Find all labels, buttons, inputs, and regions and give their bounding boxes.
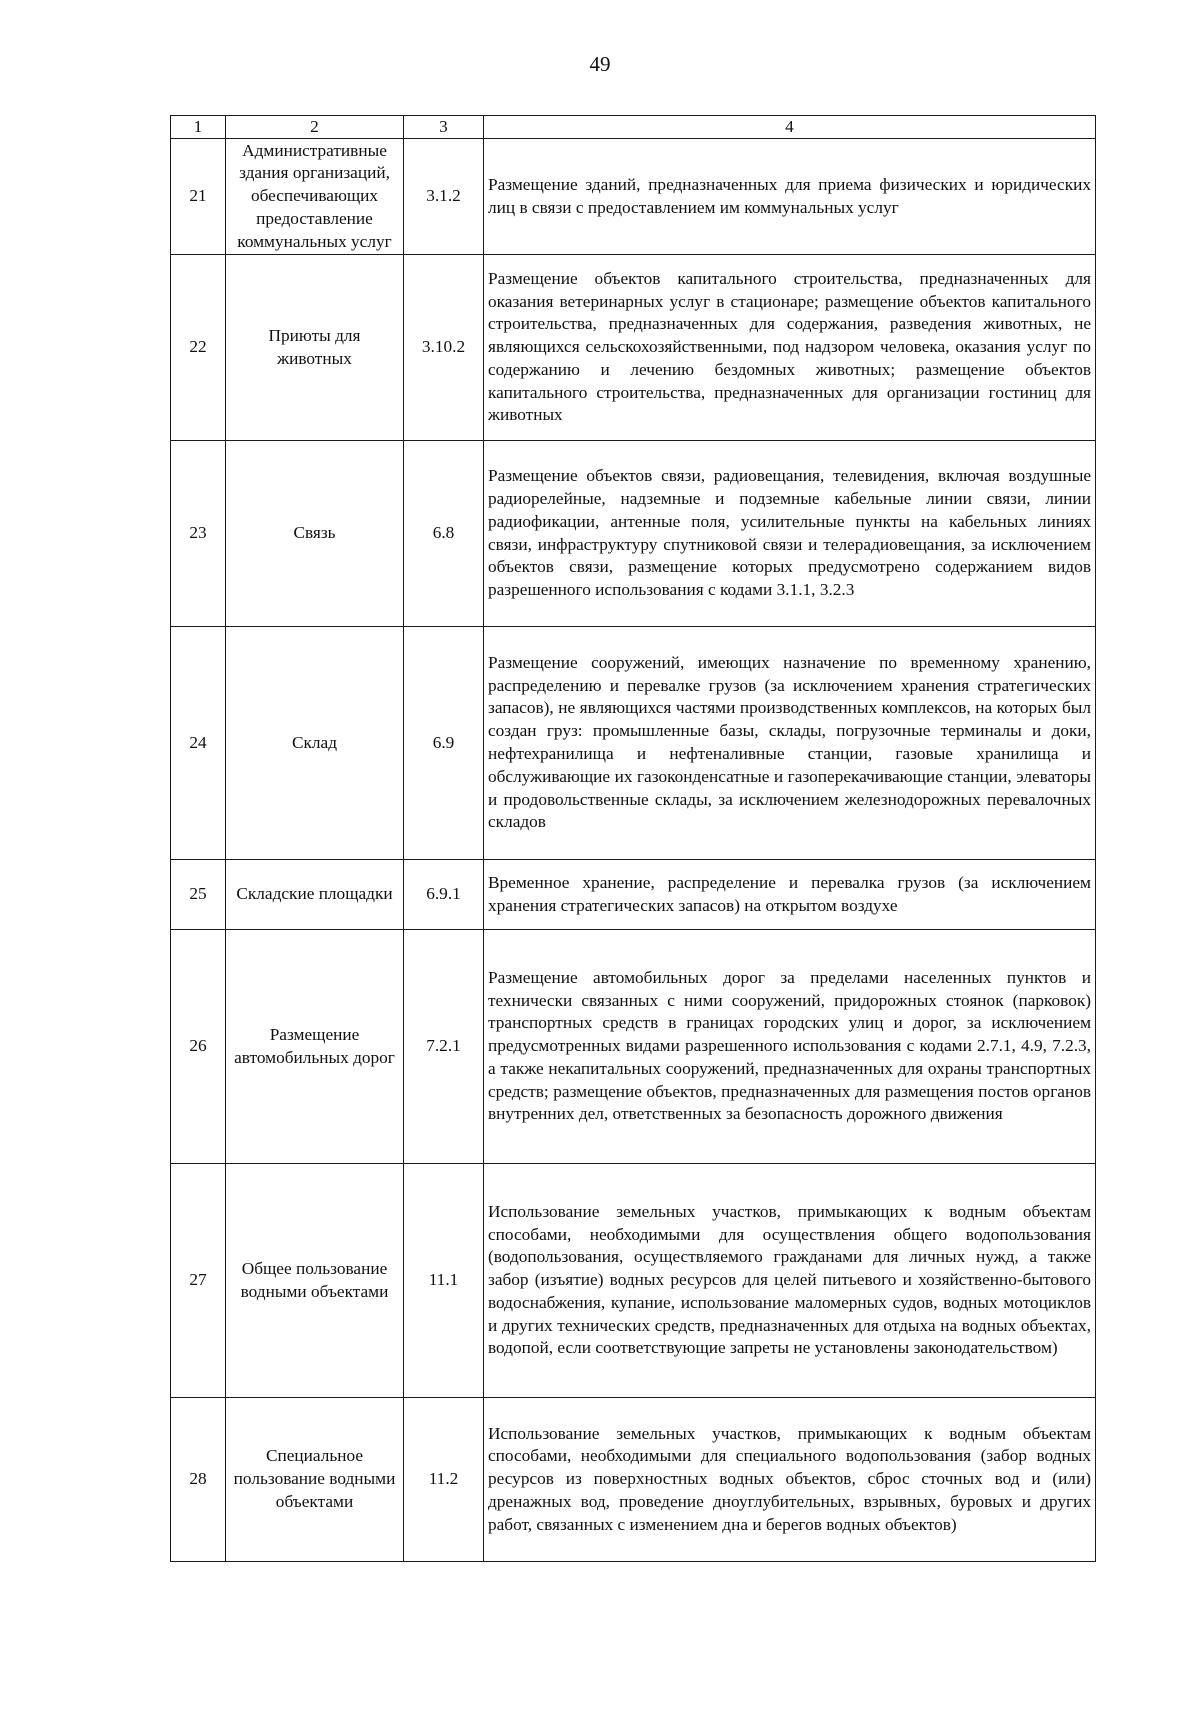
header-col-1: 1 [171,116,226,139]
row-code: 11.1 [404,1164,484,1398]
table-row [171,1398,1096,1562]
row-description: Размещение автомобильных дорог за пределами населенных пунктов и технически связанных с ними сооружений, придорожных стоянок (парковок) транспортных средств в границах городских улиц и дорог, за исключением предусмотренных видами разрешенного использования с кодами 2.7.1, 4.9, 7.2.3, а также некапитальных сооружений, предназначенных для охраны транспортных средств; размещение объектов, предназначенных для размещения постов органов внутренних дел, ответственных за безопасность дорожного движения [484,930,1096,1164]
row-name: Связь [226,441,404,627]
row-name: Общее пользование водными объектами [226,1164,404,1398]
row-description: Временное хранение, распределение и перевалка грузов (за исключением хранения стратегических запасов) на открытом воздухе [484,860,1096,930]
header-col-4: 4 [484,116,1096,139]
row-description: Размещение зданий, предназначенных для приема физических и юридических лиц в связи с предоставлением им коммунальных услуг [484,139,1096,255]
row-number: 27 [171,1164,226,1398]
row-name: Административные здания организаций, обеспечивающих предоставление коммунальных услуг [226,139,404,255]
row-name: Склад [226,627,404,860]
row-name: Складские площадки [226,860,404,930]
header-col-2: 2 [226,116,404,139]
table-row [171,441,1096,627]
row-name: Размещение автомобильных дорог [226,930,404,1164]
row-number: 25 [171,860,226,930]
row-code: 6.9.1 [404,860,484,930]
page-number: 49 [589,52,611,76]
row-number: 23 [171,441,226,627]
table-header-row [171,116,1096,139]
row-number: 22 [171,255,226,441]
row-name: Специальное пользование водными объектами [226,1398,404,1562]
row-description: Размещение объектов связи, радиовещания, телевидения, включая воздушные радиорелейные, надземные и подземные кабельные линии связи, линии радиофикации, антенные поля, усилительные пункты на кабельных линиях связи, инфраструктуру спутниковой связи и телерадиовещания, за исключением объектов связи, размещение которых предусмотрено содержанием видов разрешенного использования с кодами 3.1.1, 3.2.3 [484,441,1096,627]
table-row [171,860,1096,930]
row-code: 11.2 [404,1398,484,1562]
row-number: 26 [171,930,226,1164]
row-description: Размещение объектов капитального строительства, предназначенных для оказания ветеринарных услуг в стационаре; размещение объектов капитального строительства, предназначенных для содержания, разведения животных, не являющихся сельскохозяйственными, под надзором человека, оказания услуг по содержанию и лечению бездомных животных; размещение объектов капитального строительства, предназначенных для организации гостиниц для животных [484,255,1096,441]
row-code: 6.8 [404,441,484,627]
row-description: Использование земельных участков, примыкающих к водным объектам способами, необходимыми для осуществления общего водопользования (водопользования, осуществляемого гражданами для личных нужд, а также забор (изъятие) водных ресурсов для целей питьевого и хозяйственно-бытового водоснабжения, купание, использование маломерных судов, водных мотоциклов и других технических средств, предназначенных для отдыха на водных объектах, водопой, если соответствующие запреты не установлены законодательством) [484,1164,1096,1398]
row-code: 3.1.2 [404,139,484,255]
table-row [171,627,1096,860]
table-row [171,255,1096,441]
row-number: 24 [171,627,226,860]
land-use-table [170,115,1096,1562]
table-row [171,139,1096,255]
row-number: 28 [171,1398,226,1562]
row-description: Использование земельных участков, примыкающих к водным объектам способами, необходимыми для специального водопользования (забор водных ресурсов из поверхностных водных объектов, сброс сточных вод и (или) дренажных вод, проведение дноуглубительных, взрывных, буровых и других работ, связанных с изменением дна и берегов водных объектов) [484,1398,1096,1562]
row-code: 3.10.2 [404,255,484,441]
table-row [171,1164,1096,1398]
row-name: Приюты для животных [226,255,404,441]
row-code: 6.9 [404,627,484,860]
table-row [171,930,1096,1164]
row-description: Размещение сооружений, имеющих назначение по временному хранению, распределению и перевалке грузов (за исключением хранения стратегических запасов), не являющихся частями производственных комплексов, на которых был создан груз: промышленные базы, склады, погрузочные терминалы и доки, нефтехранилища и нефтеналивные станции, газовые хранилища и обслуживающие их газоконденсатные и газоперекачивающие станции, элеваторы и продовольственные склады, за исключением железнодорожных перевалочных складов [484,627,1096,860]
row-code: 7.2.1 [404,930,484,1164]
row-number: 21 [171,139,226,255]
header-col-3: 3 [404,116,484,139]
